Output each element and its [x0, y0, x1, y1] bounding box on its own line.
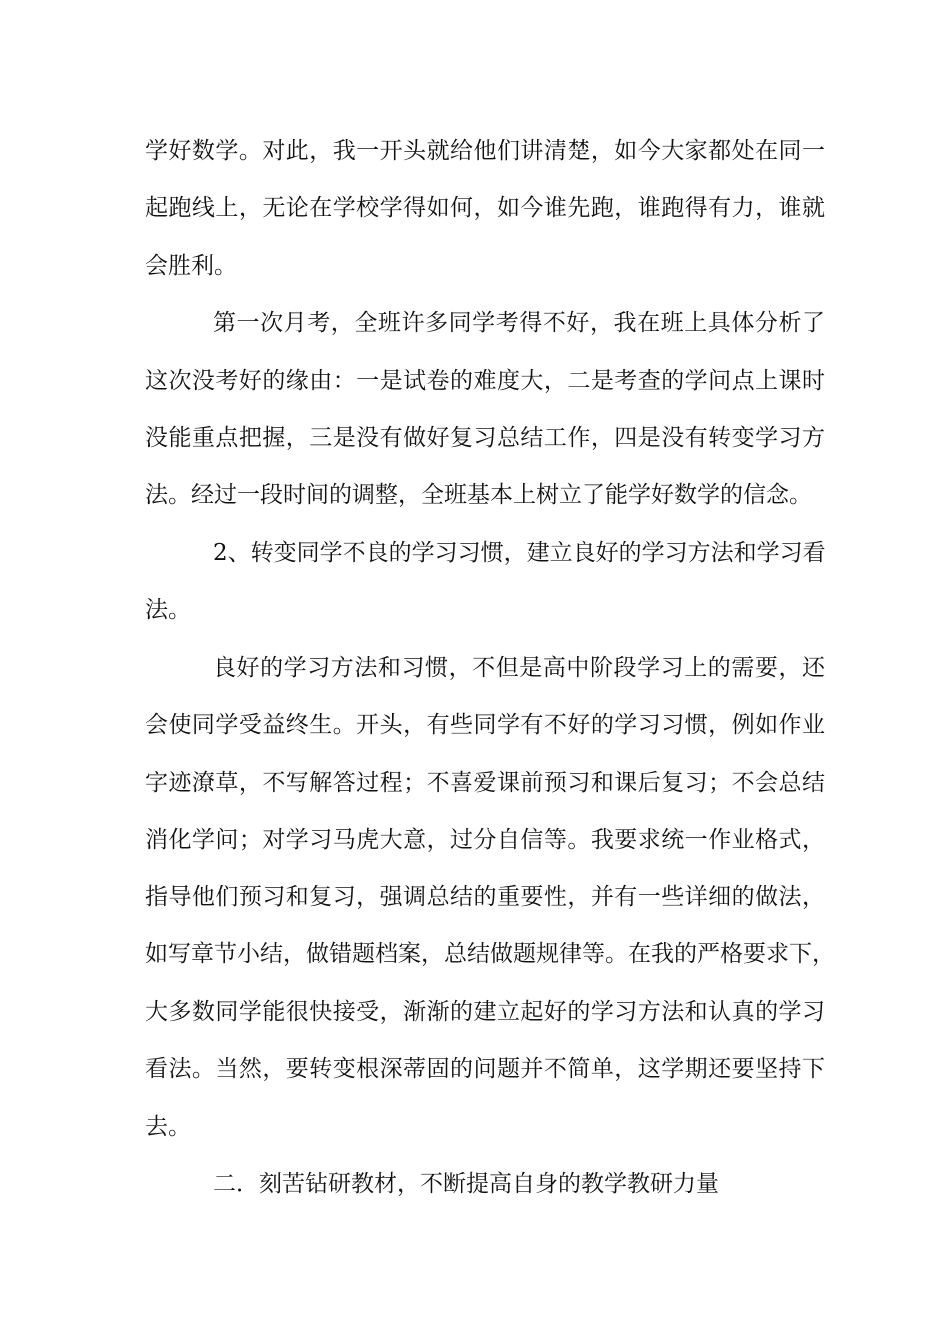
- paragraph-line: 字迹潦草，不写解答过程；不喜爱课前预习和课后复习；不会总结: [145, 770, 825, 796]
- paragraph-line: 消化学问；对学习马虎大意，过分自信等。我要求统一作业格式，: [145, 827, 825, 853]
- section-heading-line: 2、转变同学不良的学习习惯，建立良好的学习方法和学习看: [213, 540, 826, 566]
- paragraph-line: 法。经过一段时间的调整，全班基本上树立了能学好数学的信念。: [145, 482, 812, 508]
- section-heading-line: 法。: [145, 597, 191, 623]
- section-heading: 二．刻苦钻研教材，不断提高自身的教学教研力量: [213, 1171, 719, 1197]
- paragraph-line: 会胜利。: [145, 253, 237, 279]
- paragraph-line: 第一次月考，全班许多同学考得不好，我在班上具体分析了: [213, 310, 825, 336]
- paragraph-line: 去。: [145, 1114, 191, 1140]
- paragraph-line: 指导他们预习和复习，强调总结的重要性，并有一些详细的做法，: [145, 884, 825, 910]
- paragraph-line: 会使同学受益终生。开头，有些同学有不好的学习习惯，例如作业: [145, 712, 825, 738]
- paragraph-line: 良好的学习方法和习惯，不但是高中阶段学习上的需要，还: [213, 655, 825, 681]
- paragraph-line: 如写章节小结，做错题档案，总结做题规律等。在我的严格要求下，: [145, 941, 835, 967]
- paragraph-line: 没能重点把握，三是没有做好复习总结工作，四是没有转变学习方: [145, 425, 825, 451]
- paragraph-line: 学好数学。对此，我一开头就给他们讲清楚，如今大家都处在同一: [145, 138, 825, 164]
- paragraph-line: 看法。当然，要转变根深蒂固的问题并不简单，这学期还要坚持下: [145, 1056, 825, 1082]
- paragraph-line: 起跑线上，无论在学校学得如何，如今谁先跑，谁跑得有力，谁就: [145, 195, 825, 221]
- paragraph-line: 这次没考好的缘由：一是试卷的难度大，二是考查的学问点上课时: [145, 368, 825, 394]
- paragraph-line: 大多数同学能很快接受，渐渐的建立起好的学习方法和认真的学习: [145, 999, 825, 1025]
